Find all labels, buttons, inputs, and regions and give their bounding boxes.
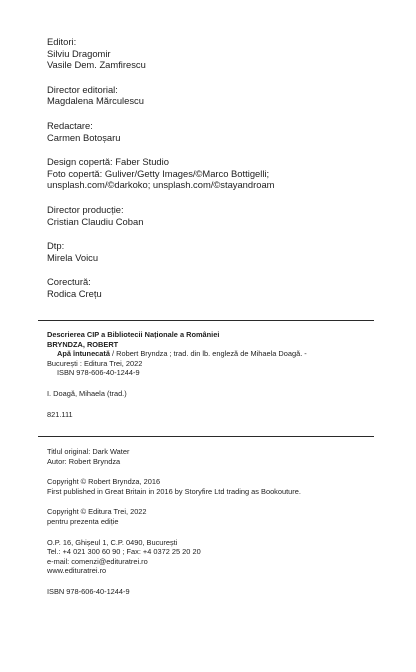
credit-name: Silviu Dragomir [47, 47, 111, 59]
credit-name: unsplash.com/©darkoko; unsplash.com/©stayandroam [47, 179, 275, 191]
credit-label: Dtp: [47, 240, 65, 252]
cip-classification: 821.111 [47, 409, 73, 419]
imprint-email: e-mail: comenzi@edituratrei.ro [47, 556, 148, 566]
divider-bottom [38, 436, 374, 437]
imprint-isbn [47, 587, 387, 597]
imprint-line: Autor: Robert Bryndza [47, 456, 121, 466]
credit-proofreading [47, 276, 377, 299]
credit-name: Vasile Dem. Zamfirescu [47, 59, 146, 71]
credits-section [47, 36, 377, 313]
cip-title: Apă întunecată [57, 349, 110, 359]
imprint-section [47, 447, 387, 608]
imprint-phone: Tel.: +4 021 300 60 90 ; Fax: +4 0372 25 20 20 [47, 547, 201, 557]
cip-title-line [47, 349, 377, 359]
imprint-address: O.P. 16, Ghișeul 1, C.P. 0490, București [47, 537, 178, 547]
imprint-line: ISBN 978-606-40-1244-9 [47, 586, 130, 596]
credit-cover-design [47, 156, 377, 191]
imprint-line: First published in Great Britain in 2016 by Storyfire Ltd trading as Bookouture. [47, 486, 301, 496]
credit-name: Magdalena Mărculescu [47, 95, 144, 107]
credit-name: Foto copertă: Guliver/Getty Images/©Marco Bottigelli; [47, 167, 270, 179]
credit-label: Editori: [47, 36, 77, 47]
imprint-original [47, 447, 387, 466]
imprint-copyright-publisher [47, 507, 387, 526]
divider-top [38, 320, 374, 321]
imprint-copyright-author [47, 477, 387, 496]
imprint-website: www.edituratrei.ro [47, 566, 107, 576]
credit-editors [47, 36, 377, 71]
credit-label: Director producție: [47, 203, 124, 215]
credit-label: Corectură: [47, 276, 91, 288]
cip-translator: I. Doagă, Mihaela (trad.) [47, 388, 127, 398]
credit-name: Cristian Claudiu Coban [47, 215, 144, 227]
cip-title-rest: / Robert Bryndza ; trad. din lb. engleză de Mihaela Doagă. - [109, 349, 307, 359]
credit-dtp [47, 240, 377, 263]
credit-editorial-director [47, 84, 377, 107]
credit-name: Mirela Voicu [47, 251, 99, 263]
credit-name: Rodica Crețu [47, 287, 102, 299]
imprint-contact [47, 538, 387, 576]
imprint-line: Copyright © Editura Trei, 2022 [47, 507, 147, 517]
cip-isbn: ISBN 978-606-40-1244-9 [57, 368, 140, 378]
imprint-line: Titlul original: Dark Water [47, 447, 130, 456]
credit-editing [47, 120, 377, 143]
cip-heading: Descrierea CIP a Bibliotecii Naționale a României [47, 330, 220, 339]
credit-label: Redactare: [47, 119, 93, 131]
cip-record [47, 330, 377, 419]
credit-label: Design copertă: Faber Studio [47, 156, 169, 168]
credit-production-director [47, 204, 377, 227]
cip-author: BRYNDZA, ROBERT [47, 339, 119, 349]
imprint-line: Copyright © Robert Bryndza, 2016 [47, 477, 161, 487]
imprint-line: pentru prezenta ediție [47, 516, 119, 526]
credit-label: Director editorial: [47, 83, 118, 95]
cip-publisher: București : Editura Trei, 2022 [47, 358, 143, 368]
credit-name: Carmen Botoșaru [47, 131, 121, 143]
